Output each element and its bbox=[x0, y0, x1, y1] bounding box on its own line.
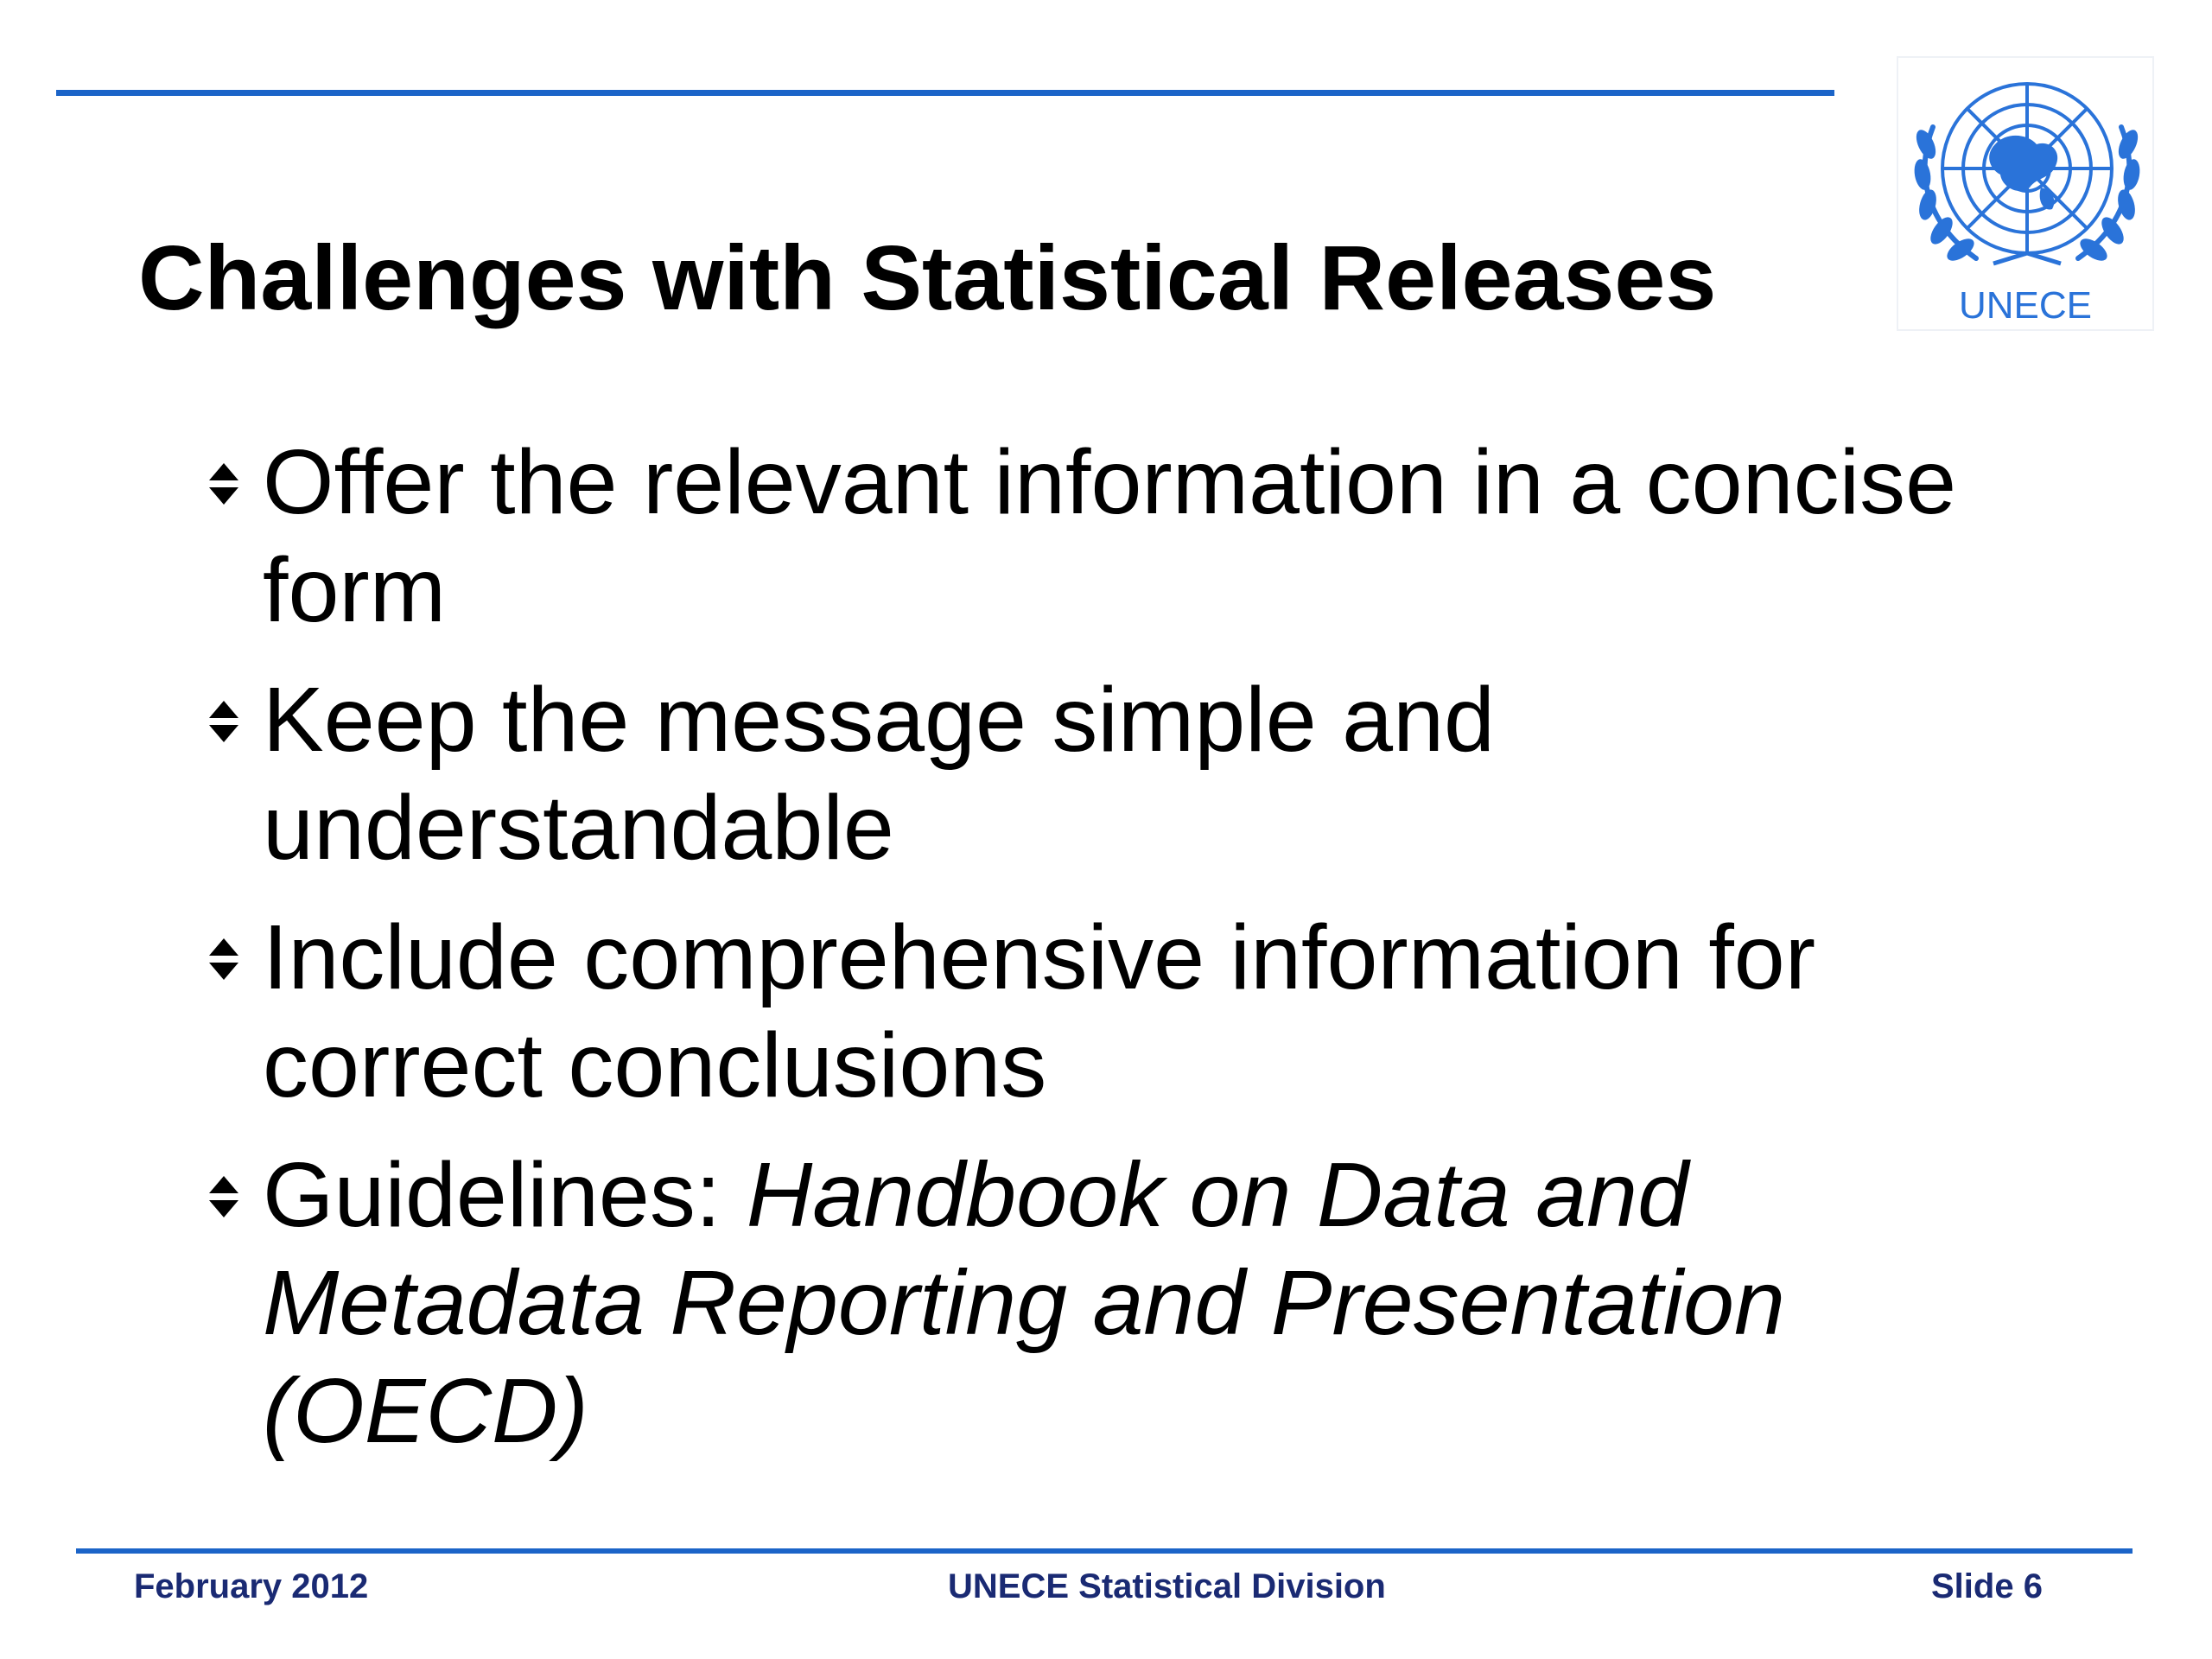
bullet-text-prefix: Guidelines: bbox=[263, 1144, 747, 1246]
bullet-item bbox=[207, 904, 2013, 1120]
diamond-bullet-icon bbox=[207, 461, 240, 506]
bullet-text: Keep the message simple and understandable bbox=[263, 669, 1495, 879]
un-emblem-icon bbox=[1898, 58, 2156, 283]
bullet-text-italic: Handbook on Data and Metadata Reporting and Presentation (OECD) bbox=[263, 1144, 1785, 1462]
footer-rule bbox=[76, 1548, 2133, 1554]
diamond-bullet-icon bbox=[207, 699, 240, 744]
logo-text: UNECE bbox=[1958, 284, 2093, 327]
bullet-text: Offer the relevant information in a concise form bbox=[263, 431, 1957, 641]
diamond-bullet-icon bbox=[207, 937, 240, 982]
bullet-list bbox=[207, 429, 2013, 1487]
footer-organization: UNECE Statistical Division bbox=[948, 1567, 1386, 1605]
bullet-item bbox=[207, 666, 2013, 882]
bullet-text: Include comprehensive information for correct conclusions bbox=[263, 906, 1816, 1116]
footer-date: February 2012 bbox=[134, 1567, 369, 1605]
slide-title: Challenges with Statistical Releases bbox=[138, 227, 1717, 329]
header-rule bbox=[56, 90, 1834, 96]
diamond-bullet-icon bbox=[207, 1174, 240, 1219]
bullet-item bbox=[207, 429, 2013, 645]
bullet-item bbox=[207, 1141, 2013, 1465]
footer-slide-number: Slide 6 bbox=[1931, 1567, 2043, 1605]
unece-logo bbox=[1897, 56, 2154, 331]
